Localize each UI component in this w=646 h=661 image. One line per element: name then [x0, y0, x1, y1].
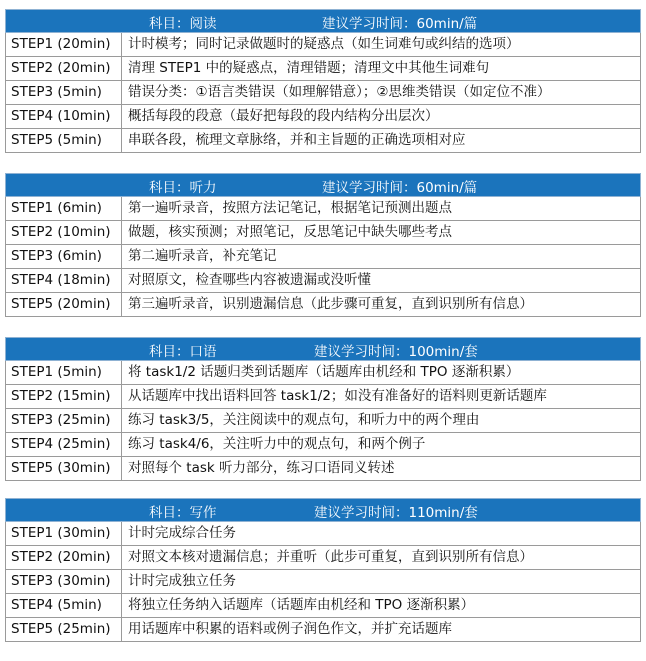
description-cell: 对照文本核对遗漏信息；并重听（此步可重复，直到识别所有信息）	[122, 546, 641, 570]
description-cell: 计时完成综合任务	[122, 522, 641, 546]
step-cell: STEP2 (15min)	[6, 385, 122, 409]
speaking-section	[5, 337, 640, 481]
description-cell: 错误分类：①语言类错误（如理解错意）；②思维类错误（如定位不准）	[122, 81, 641, 105]
writing-header	[6, 499, 641, 522]
step-cell: STEP1 (30min)	[6, 522, 122, 546]
step-cell: STEP4 (10min)	[6, 105, 122, 129]
description-cell: 练习 task3/5，关注阅读中的观点句，和听力中的两个理由	[122, 409, 641, 433]
step-cell: STEP4 (25min)	[6, 433, 122, 457]
table-row	[6, 457, 641, 481]
description-cell: 概括每段的段意（最好把每段的段内结构分出层次）	[122, 105, 641, 129]
table-row	[6, 269, 641, 293]
step-cell: STEP1 (5min)	[6, 361, 122, 385]
table-row	[6, 57, 641, 81]
listening-section	[5, 173, 640, 317]
description-cell: 计时模考；同时记录做题时的疑惑点（如生词难句或纠结的选项）	[122, 33, 641, 57]
description-cell: 对照每个 task 听力部分，练习口语同义转述	[122, 457, 641, 481]
suggested-time: 建议学习时间：110min/套	[314, 505, 478, 521]
table-row	[6, 129, 641, 153]
description-cell: 清理 STEP1 中的疑惑点，清理错题；清理文中其他生词难句	[122, 57, 641, 81]
step-cell: STEP2 (20min)	[6, 57, 122, 81]
suggested-time: 建议学习时间：60min/篇	[322, 16, 478, 32]
step-cell: STEP5 (20min)	[6, 293, 122, 317]
step-cell: STEP4 (18min)	[6, 269, 122, 293]
description-cell: 从话题库中找出语料回答 task1/2；如没有准备好的语料则更新话题库	[122, 385, 641, 409]
subject-label: 科目：阅读	[149, 16, 217, 32]
table-row	[6, 245, 641, 269]
writing-table	[5, 498, 641, 642]
table-row	[6, 594, 641, 618]
reading-section	[5, 9, 640, 153]
table-row	[6, 81, 641, 105]
table-row	[6, 197, 641, 221]
description-cell: 做题，核实预测；对照笔记，反思笔记中缺失哪些考点	[122, 221, 641, 245]
step-cell: STEP2 (10min)	[6, 221, 122, 245]
table-row	[6, 618, 641, 642]
step-cell: STEP5 (5min)	[6, 129, 122, 153]
table-row	[6, 522, 641, 546]
subject-label: 科目：口语	[149, 344, 217, 360]
listening-header	[6, 174, 641, 197]
writing-section	[5, 498, 640, 642]
subject-label: 科目：听力	[149, 180, 217, 196]
reading-table	[5, 9, 641, 153]
table-row	[6, 570, 641, 594]
table-row	[6, 409, 641, 433]
step-cell: STEP3 (5min)	[6, 81, 122, 105]
reading-header	[6, 10, 641, 33]
speaking-table	[5, 337, 641, 481]
step-cell: STEP1 (20min)	[6, 33, 122, 57]
table-row	[6, 546, 641, 570]
subject-label: 科目：写作	[149, 505, 217, 521]
table-row	[6, 361, 641, 385]
table-row	[6, 433, 641, 457]
description-cell: 将独立任务纳入话题库（话题库由机经和 TPO 逐渐积累）	[122, 594, 641, 618]
description-cell: 串联各段，梳理文章脉络，并和主旨题的正确选项相对应	[122, 129, 641, 153]
table-row	[6, 33, 641, 57]
description-cell: 用话题库中积累的语料或例子润色作文，并扩充话题库	[122, 618, 641, 642]
description-cell: 第一遍听录音，按照方法记笔记，根据笔记预测出题点	[122, 197, 641, 221]
description-cell: 第二遍听录音，补充笔记	[122, 245, 641, 269]
suggested-time: 建议学习时间：100min/套	[314, 344, 478, 360]
speaking-header	[6, 338, 641, 361]
suggested-time: 建议学习时间：60min/篇	[322, 180, 478, 196]
step-cell: STEP3 (25min)	[6, 409, 122, 433]
step-cell: STEP3 (6min)	[6, 245, 122, 269]
step-cell: STEP5 (25min)	[6, 618, 122, 642]
description-cell: 对照原文，检查哪些内容被遗漏或没听懂	[122, 269, 641, 293]
description-cell: 计时完成独立任务	[122, 570, 641, 594]
table-row	[6, 385, 641, 409]
step-cell: STEP4 (5min)	[6, 594, 122, 618]
description-cell: 第三遍听录音，识别遗漏信息（此步骤可重复，直到识别所有信息）	[122, 293, 641, 317]
table-row	[6, 293, 641, 317]
listening-table	[5, 173, 641, 317]
description-cell: 练习 task4/6，关注听力中的观点句，和两个例子	[122, 433, 641, 457]
step-cell: STEP5 (30min)	[6, 457, 122, 481]
step-cell: STEP1 (6min)	[6, 197, 122, 221]
table-row	[6, 221, 641, 245]
description-cell: 将 task1/2 话题归类到话题库（话题库由机经和 TPO 逐渐积累）	[122, 361, 641, 385]
step-cell: STEP2 (20min)	[6, 546, 122, 570]
table-row	[6, 105, 641, 129]
step-cell: STEP3 (30min)	[6, 570, 122, 594]
